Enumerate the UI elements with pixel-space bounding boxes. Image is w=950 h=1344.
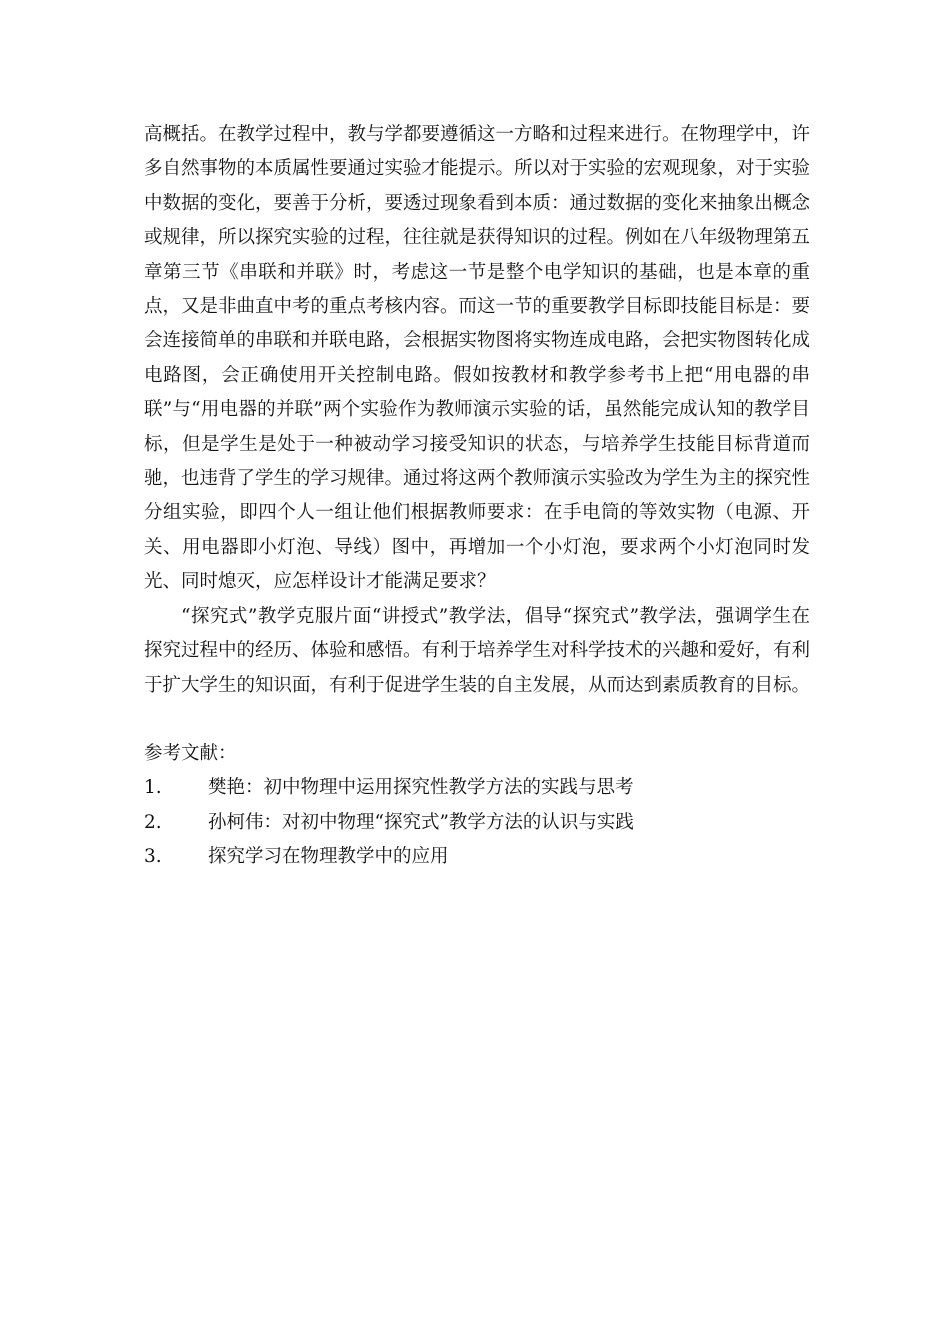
- reference-text: 探究学习在物理教学中的应用: [208, 846, 449, 868]
- reference-item: [144, 806, 810, 840]
- reference-item: [144, 840, 810, 874]
- reference-number: 1.: [144, 777, 162, 799]
- body-paragraph-2: “探究式”教学克服片面“讲授式”教学法，倡导“探究式”教学法，强调学生在探究过程中的经历、体验和感悟。有利于培养学生对科学技术的兴趣和爱好，有利于扩大学生的知识面，有利于促进学生装的自主发展，从而达到素质教育的目标。: [144, 605, 811, 696]
- body-paragraph-1: 高概括。在教学过程中，教与学都要遵循这一方略和过程来进行。在物理学中，许多自然事物的本质属性要通过实验才能提示。所以对于实验的宏观现象，对于实验中数据的变化，要善于分析，要透过现象看到本质：通过数据的变化来抽象出概念或规律，所以探究实验的过程，往往就是获得知识的过程。例如在八年级物理第五章第三节《串联和并联》时，考虑这一节是整个电学知识的基础，也是本章的重点，又是非曲直中考的重点考核内容。而这一节的重要教学目标即技能目标是：要会连接简单的串联和并联电路，会根据实物图将实物连成电路，会把实物图转化成电路图，会正确使用开关控制电路。假如按教材和教学参考书上把“用电器的串联”与“用电器的并联”两个实验作为教师演示实验的话，虽然能完成认知的教学目标，但是学生是处于一种被动学习接受知识的状态，与培养学生技能目标背道而驰，也违背了学生的学习规律。通过将这两个教师演示实验改为学生为主的探究性分组实验，即四个人一组让他们根据教师要求：在手电筒的等效实物（电源、开关、用电器即小灯泡、导线）图中，再增加一个小灯泡，要求两个小灯泡同时发光、同时熄灭，应怎样设计才能满足要求？: [144, 124, 811, 593]
- document-body: [144, 118, 810, 875]
- reference-item: [144, 771, 810, 805]
- references-title: 参考文献：: [144, 742, 237, 764]
- reference-text: 孙柯伟：对初中物理“探究式”教学方法的认识与实践: [208, 811, 634, 833]
- references-list: [144, 771, 810, 874]
- reference-number: 3.: [144, 846, 162, 868]
- reference-number: 2.: [144, 811, 162, 833]
- reference-text: 樊艳：初中物理中运用探究性教学方法的实践与思考: [208, 777, 634, 799]
